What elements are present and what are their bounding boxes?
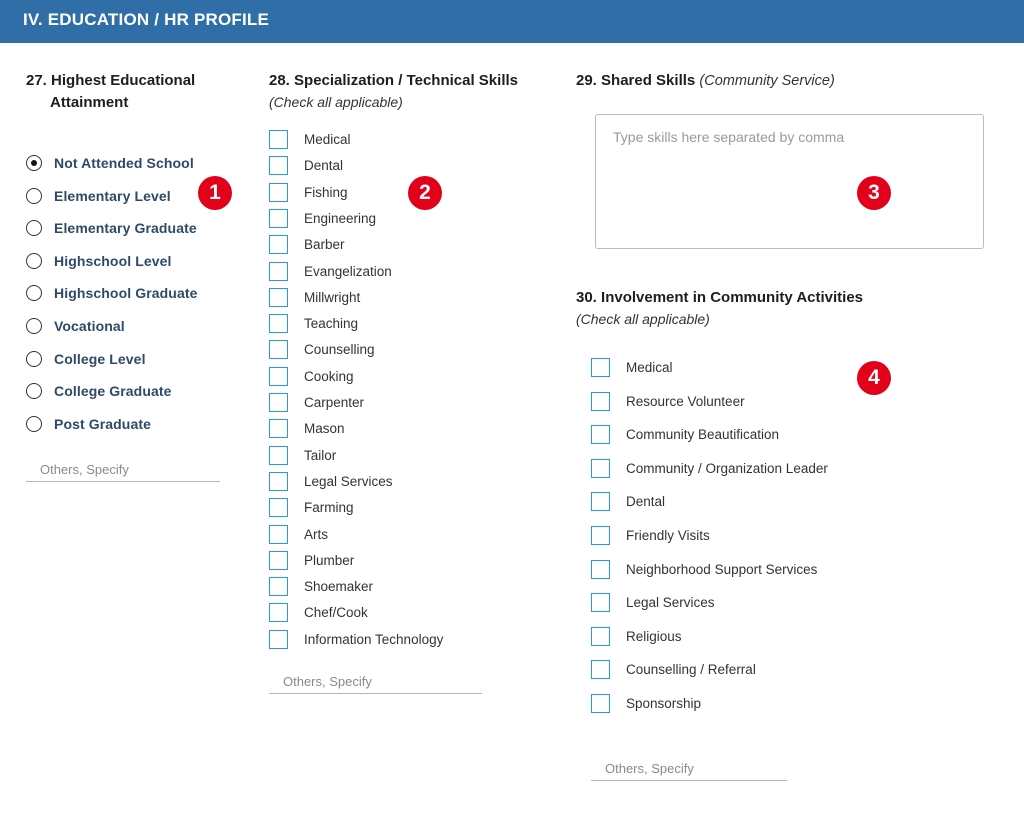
q27-title-line2: Attainment [50, 94, 129, 111]
checkbox-icon[interactable] [269, 472, 288, 491]
q27-radio-option[interactable] [26, 252, 286, 274]
q28-option-label: Millwright [304, 289, 361, 305]
q28-checkbox-option[interactable] [269, 472, 529, 494]
q30-checkbox-option[interactable] [591, 660, 891, 682]
q30-checkbox-option[interactable] [591, 560, 891, 582]
checkbox-icon[interactable] [591, 694, 610, 713]
q28-checkbox-option[interactable] [269, 340, 529, 362]
q28-option-label: Cooking [304, 368, 354, 384]
q30-option-label: Neighborhood Support Services [626, 561, 818, 577]
q28-option-label: Evangelization [304, 263, 392, 279]
radio-unselected-icon[interactable] [26, 220, 42, 236]
radio-unselected-icon[interactable] [26, 383, 42, 399]
q28-others-input[interactable] [269, 670, 482, 694]
q30-number: 30. [576, 289, 597, 306]
q30-checkbox-option[interactable] [591, 358, 891, 380]
checkbox-icon[interactable] [269, 235, 288, 254]
q28-checkbox-option[interactable] [269, 498, 529, 520]
q30-option-label: Community / Organization Leader [626, 460, 828, 476]
q30-option-label: Religious [626, 628, 682, 644]
q27-radio-option[interactable] [26, 219, 286, 241]
radio-unselected-icon[interactable] [26, 285, 42, 301]
q28-option-label: Chef/Cook [304, 605, 368, 621]
q28-title [269, 70, 518, 92]
checkbox-icon[interactable] [269, 314, 288, 333]
checkbox-icon[interactable] [269, 340, 288, 359]
q30-checkbox-option[interactable] [591, 593, 891, 615]
q28-subtitle: (Check all applicable) [269, 94, 403, 110]
q28-checkbox-option[interactable] [269, 288, 529, 310]
q27-others-input[interactable] [26, 458, 220, 482]
checkbox-icon[interactable] [269, 209, 288, 228]
radio-unselected-icon[interactable] [26, 318, 42, 334]
q28-option-label: Shoemaker [304, 579, 374, 595]
checkbox-icon[interactable] [591, 593, 610, 612]
q27-option-label: College Level [54, 350, 146, 367]
q29-title [576, 70, 835, 92]
q29-title-italic: (Community Service) [699, 73, 835, 89]
q30-option-label: Resource Volunteer [626, 393, 745, 409]
checkbox-icon[interactable] [591, 526, 610, 545]
q28-checkbox-option[interactable] [269, 314, 529, 336]
q27-radio-option[interactable] [26, 187, 286, 209]
q28-option-label: Farming [304, 500, 354, 516]
checkbox-icon[interactable] [269, 367, 288, 386]
q28-checkbox-option[interactable] [269, 183, 529, 205]
checkbox-icon[interactable] [591, 459, 610, 478]
checkbox-icon[interactable] [591, 627, 610, 646]
checkbox-icon[interactable] [591, 492, 610, 511]
q28-option-label: Engineering [304, 210, 377, 226]
checkbox-icon[interactable] [269, 130, 288, 149]
q27-title-line1: Highest Educational [51, 72, 196, 89]
q28-checkbox-option[interactable] [269, 235, 529, 257]
section-title: IV. EDUCATION / HR PROFILE [23, 10, 270, 29]
q28-checkbox-option[interactable] [269, 577, 529, 599]
checkbox-icon[interactable] [591, 660, 610, 679]
q30-option-label: Friendly Visits [626, 528, 710, 543]
q28-checkbox-option[interactable] [269, 130, 529, 152]
q28-checkbox-option[interactable] [269, 551, 529, 573]
q27-title [26, 70, 195, 92]
q28-option-label: Counselling [304, 342, 375, 358]
annotation-badge-1: 1 [198, 176, 232, 210]
q28-checkbox-option[interactable] [269, 393, 529, 415]
radio-selected-icon[interactable] [26, 155, 42, 171]
q28-checkbox-option[interactable] [269, 525, 529, 547]
radio-dot-icon [31, 160, 37, 166]
q27-option-label: Elementary Graduate [54, 220, 197, 237]
q27-option-label: College Graduate [54, 383, 172, 400]
checkbox-icon[interactable] [269, 603, 288, 622]
radio-unselected-icon[interactable] [26, 416, 42, 432]
checkbox-icon[interactable] [269, 183, 288, 202]
q27-option-label: Not Attended School [54, 155, 194, 171]
q27-number: 27. [26, 72, 47, 89]
checkbox-icon[interactable] [591, 392, 610, 411]
q27-radio-option[interactable] [26, 284, 286, 306]
q28-number: 28. [269, 72, 290, 89]
radio-unselected-icon[interactable] [26, 253, 42, 269]
checkbox-icon[interactable] [269, 577, 288, 596]
q29-number: 29. [576, 72, 597, 89]
shared-skills-textarea[interactable] [595, 114, 984, 249]
checkbox-icon[interactable] [269, 419, 288, 438]
q28-option-label: Mason [304, 421, 345, 437]
q28-option-label: Medical [304, 132, 351, 147]
q28-checkbox-option[interactable] [269, 367, 529, 389]
q27-option-label: Highschool Graduate [54, 285, 198, 302]
checkbox-icon[interactable] [269, 262, 288, 281]
q28-option-label: Dental [304, 158, 344, 174]
q29-title-text: Shared Skills [601, 72, 696, 89]
q27-option-label: Elementary Level [54, 187, 171, 204]
checkbox-icon[interactable] [269, 393, 288, 412]
checkbox-icon[interactable] [591, 358, 610, 377]
radio-unselected-icon[interactable] [26, 188, 42, 204]
checkbox-icon[interactable] [269, 630, 288, 649]
q28-option-label: Barber [304, 237, 345, 253]
annotation-badge-2: 2 [408, 176, 442, 210]
annotation-badge-3: 3 [857, 176, 891, 210]
q28-checkbox-option[interactable] [269, 262, 529, 284]
q30-checkbox-option[interactable] [591, 459, 891, 481]
q28-option-label: Plumber [304, 552, 355, 568]
q28-option-label: Carpenter [304, 395, 365, 410]
q30-checkbox-option[interactable] [591, 492, 891, 514]
checkbox-icon[interactable] [591, 560, 610, 579]
q30-checkbox-option[interactable] [591, 425, 891, 447]
checkbox-icon[interactable] [269, 525, 288, 544]
checkbox-icon[interactable] [269, 288, 288, 307]
q27-radio-option[interactable] [26, 317, 286, 339]
checkbox-icon[interactable] [269, 156, 288, 175]
q28-checkbox-option[interactable] [269, 209, 529, 231]
q28-option-label: Information Technology [304, 631, 444, 647]
q27-radio-option[interactable] [26, 350, 286, 372]
q27-option-label: Vocational [54, 318, 125, 334]
section-header [0, 0, 1024, 43]
checkbox-icon[interactable] [269, 551, 288, 570]
q28-option-label: Arts [304, 526, 329, 542]
q28-checkbox-option[interactable] [269, 446, 529, 468]
q30-others-input[interactable] [591, 757, 787, 781]
q30-title [576, 287, 863, 309]
q30-option-label: Community Beautification [626, 427, 780, 443]
checkbox-icon[interactable] [269, 498, 288, 517]
q28-checkbox-option[interactable] [269, 156, 529, 178]
radio-unselected-icon[interactable] [26, 351, 42, 367]
q28-title-text: Specialization / Technical Skills [294, 72, 518, 89]
q28-checkbox-option[interactable] [269, 419, 529, 441]
q27-option-label: Highschool Level [54, 252, 172, 269]
q30-checkbox-option[interactable] [591, 392, 891, 414]
q28-option-label: Tailor [304, 447, 337, 463]
q30-option-label: Counselling / Referral [626, 662, 756, 678]
q30-title-text: Involvement in Community Activities [601, 289, 864, 306]
q30-checkbox-option[interactable] [591, 627, 891, 649]
q28-option-label: Legal Services [304, 473, 393, 489]
q30-option-label: Legal Services [626, 595, 715, 611]
q30-option-label: Sponsorship [626, 696, 702, 711]
checkbox-icon[interactable] [269, 446, 288, 465]
q30-subtitle: (Check all applicable) [576, 311, 710, 327]
q28-checkbox-option[interactable] [269, 603, 529, 625]
annotation-badge-4: 4 [857, 361, 891, 395]
q27-radio-option[interactable] [26, 154, 286, 176]
q28-option-label: Fishing [304, 184, 348, 200]
q28-checkbox-option[interactable] [269, 630, 529, 652]
q28-option-label: Teaching [304, 316, 359, 332]
q30-checkbox-option[interactable] [591, 526, 891, 548]
q30-checkbox-option[interactable] [591, 694, 891, 716]
q30-option-label: Dental [626, 494, 666, 510]
q27-radio-option[interactable] [26, 415, 286, 437]
q30-option-label: Medical [626, 360, 673, 375]
q27-radio-option[interactable] [26, 382, 286, 404]
checkbox-icon[interactable] [591, 425, 610, 444]
q27-option-label: Post Graduate [54, 415, 151, 432]
